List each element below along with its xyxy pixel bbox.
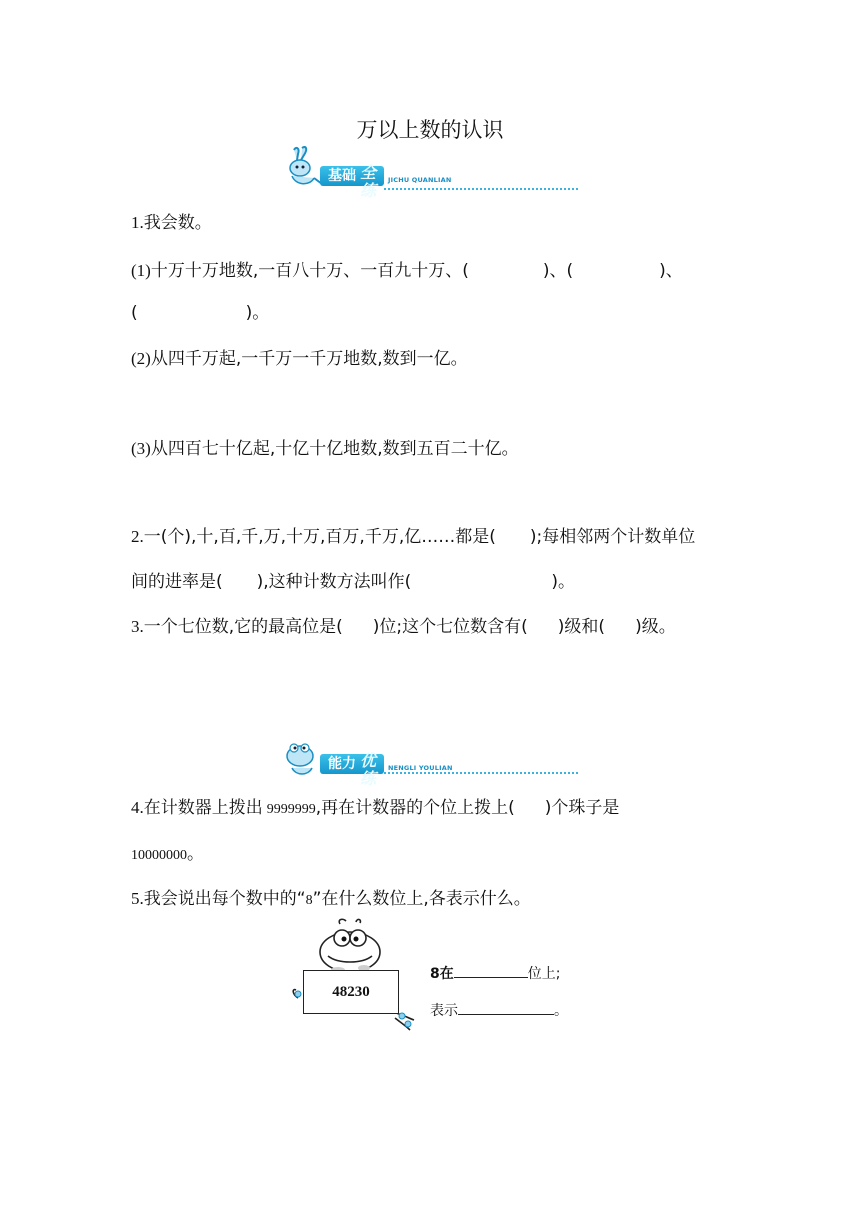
question-4-cont: 10000000。: [131, 844, 204, 864]
answer-blank[interactable]: [458, 999, 554, 1015]
section-pinyin: NENGLI YOULIAN: [388, 764, 453, 772]
number-sign: 48230: [303, 970, 399, 1014]
question-1: 1.我会数。: [131, 213, 212, 233]
section-banner: [320, 751, 384, 788]
question-1-part-1-cont: ( )。: [131, 303, 270, 323]
section-label-a: 能力: [328, 756, 356, 772]
question-5: 5.我会说出每个数中的“8”在什么数位上,各表示什么。: [131, 889, 531, 909]
section-banner: [320, 163, 384, 200]
question-3: 3.一个七位数,它的最高位是( )位;这个七位数含有( )级和( )级。: [131, 617, 676, 637]
section-divider: [384, 188, 578, 190]
answer-line-1: 8在 位上;: [430, 962, 560, 983]
question-1-part-3: (3)从四百七十亿起,十亿十亿地数,数到五百二十亿。: [131, 439, 519, 459]
question-2-cont: 间的进率是( ),这种计数方法叫作( )。: [131, 572, 575, 592]
section-divider: [384, 772, 578, 774]
section-pinyin: JICHU QUANLIAN: [388, 176, 452, 184]
question-4: 4.在计数器上拨出 9999999,再在计数器的个位上拨上( )个珠子是: [131, 798, 620, 818]
section-header-ability: [280, 738, 580, 788]
section-label-b: 优练: [360, 751, 377, 788]
question-2: 2.一(个),十,百,千,万,十万,百万,千万,亿……都是( );每相邻两个计数单位: [131, 527, 696, 547]
section-label-b: 全练: [360, 163, 377, 200]
answer-blank[interactable]: [454, 962, 528, 978]
section-label-a: 基础: [328, 168, 356, 184]
question-1-part-1: (1)十万十万地数,一百八十万、一百九十万、( )、( )、: [131, 261, 683, 281]
page-title: 万以上数的认识: [356, 118, 504, 142]
answer-line-2: 表示 。: [430, 999, 568, 1020]
question-1-part-2: (2)从四千万起,一千万一千万地数,数到一亿。: [131, 349, 468, 369]
section-header-basic: [280, 148, 580, 200]
